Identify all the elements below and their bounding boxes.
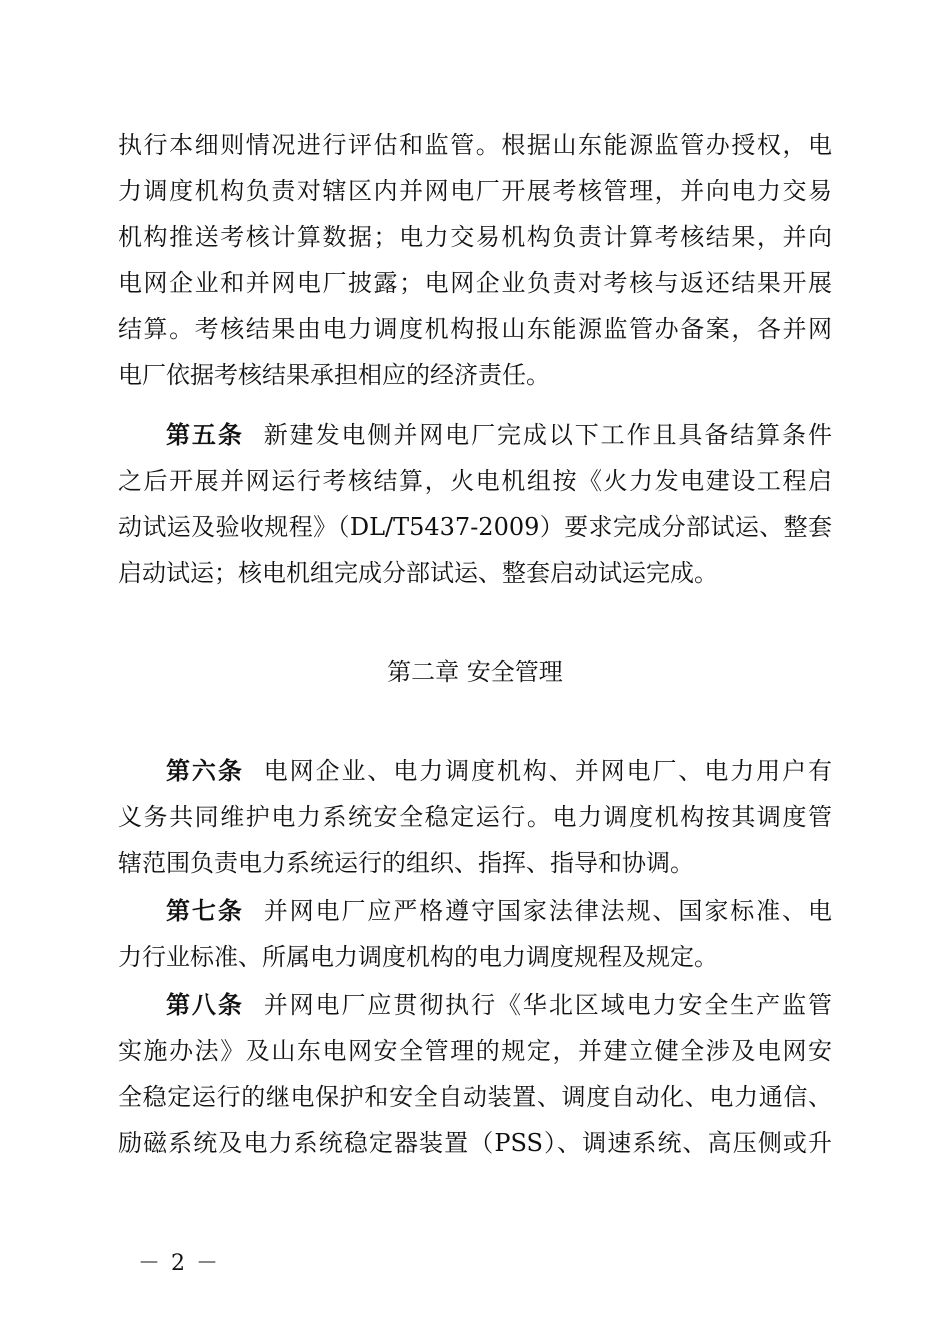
article-text: 并网电厂应严格遵守国家法律法规、国家标准、电 — [263, 897, 832, 925]
paragraph-line: 结算。考核结果由电力调度机构报山东能源监管办备案，各并网 — [118, 315, 832, 343]
paragraph-line: 电网企业和并网电厂披露；电网企业负责对考核与返还结果开展 — [118, 269, 832, 297]
paragraph-line: 之后开展并网运行考核结算，火电机组按《火力发电建设工程启 — [118, 467, 832, 495]
article-text: 并网电厂应贯彻执行《华北区域电力安全生产监管 — [263, 991, 832, 1019]
paragraph-line: 电厂依据考核结果承担相应的经济责任。 — [118, 361, 550, 389]
paragraph-line: 机构推送考核计算数据；电力交易机构负责计算考核结果，并向 — [118, 223, 832, 251]
article-8-first-line — [166, 990, 832, 1020]
paragraph-line: 实施办法》及山东电网安全管理的规定，并建立健全涉及电网安 — [118, 1037, 832, 1065]
article-text: 电网企业、电力调度机构、并网电厂、电力用户有 — [263, 757, 832, 785]
article-6-first-line — [166, 756, 832, 786]
paragraph-line: 执行本细则情况进行评估和监管。根据山东能源监管办授权，电 — [118, 131, 832, 159]
page-number: － 2 － — [138, 1251, 220, 1276]
paragraph-line: 启动试运；核电机组完成分部试运、整套启动试运完成。 — [118, 559, 718, 587]
paragraph-line: 力行业标准、所属电力调度机构的电力调度规程及规定。 — [118, 943, 718, 971]
paragraph-line: 动试运及验收规程》（DL/T5437-2009）要求完成分部试运、整套 — [118, 513, 832, 541]
article-title: 第八条 — [166, 991, 244, 1019]
paragraph-line: 义务共同维护电力系统安全稳定运行。电力调度机构按其调度管 — [118, 803, 832, 831]
chapter-heading: 第二章 安全管理 — [387, 658, 563, 686]
paragraph-line: 全稳定运行的继电保护和安全自动装置、调度自动化、电力通信、 — [118, 1083, 832, 1111]
paragraph-line: 励磁系统及电力系统稳定器装置（PSS）、调速系统、高压侧或升 — [118, 1129, 832, 1157]
article-title: 第五条 — [166, 421, 244, 449]
paragraph-line: 辖范围负责电力系统运行的组织、指挥、指导和协调。 — [118, 849, 694, 877]
paragraph-line: 力调度机构负责对辖区内并网电厂开展考核管理，并向电力交易 — [118, 177, 832, 205]
article-5-first-line — [166, 420, 832, 450]
article-title: 第六条 — [166, 757, 244, 785]
article-title: 第七条 — [166, 897, 244, 925]
article-text: 新建发电侧并网电厂完成以下工作且具备结算条件 — [263, 421, 832, 449]
article-7-first-line — [166, 896, 832, 926]
